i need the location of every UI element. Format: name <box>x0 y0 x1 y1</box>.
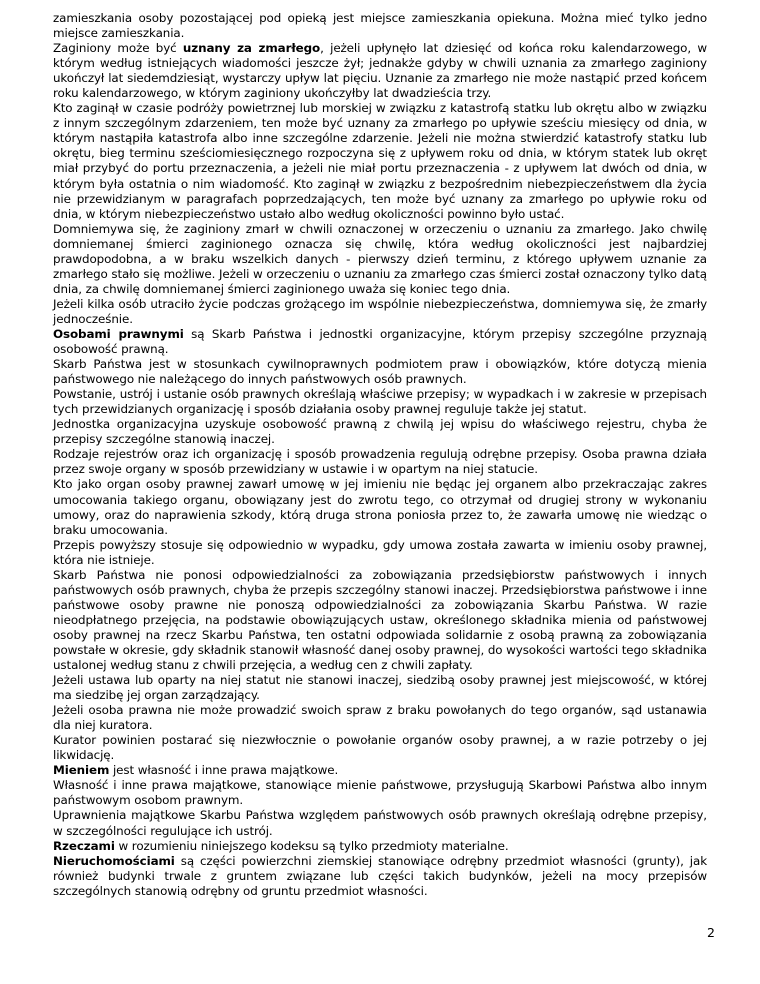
paragraph-legal-persons: Osobami prawnymi są Skarb Państwa i jednostki organizacyjne, którym przepisy szczególne przyznają osobowość prawną. <box>53 326 707 357</box>
term-real-estate: Nieruchomościami <box>53 853 175 868</box>
term-things: Rzeczami <box>53 838 115 853</box>
paragraph-curator: Jeżeli osoba prawna nie może prowadzić swoich spraw z braku powołanych do tego organów, sąd ustanawia dla niej kuratora. <box>53 703 707 733</box>
paragraph-treasury-liability: Skarb Państwa nie ponosi odpowiedzialności za zobowiązania przedsiębiorstw państwowych i innych państwowych osób prawnych, chyba że przepis szczególny stanowi inaczej. Przedsiębiorstwa państwowe i inne państwowe osoby prawne nie ponoszą odpowiedzialności za zobowiązania Skarbu Państwa. W razie nieodpłatnego przejęcia, na podstawie obowiązujących ustaw, określonego składnika mienia od państwowej osoby prawnej na rzecz Skarbu Państwa, ten ostatni odpowiada solidarnie z osobą prawną za zobowiązania powstałe w okresie, gdy składnik stanowił własność danej osoby prawnej, do wysokości wartości tego składnika ustalonej według stanu z chwili przejęcia, a według cen z chwili zapłaty. <box>53 567 707 673</box>
paragraph-registration: Jednostka organizacyjna uzyskuje osobowość prawną z chwilą jej wpisu do właściwego rejestru, chyba że przepisy szczególne stanowią inaczej. <box>53 417 707 447</box>
term-declared-dead: uznany za zmarłego <box>182 41 321 56</box>
paragraph-formation: Powstanie, ustrój i ustanie osób prawnych określają właściwe przepisy; w wypadkach i w zakresie w przepisach tych przewidzianych organizację i sposób działania osoby prawnej reguluje także jej statut. <box>53 387 707 417</box>
paragraph-seat: Jeżeli ustawa lub oparty na niej statut nie stanowi inaczej, siedzibą osoby prawnej jest miejscowość, w której ma siedzibę jej organ zarządzający. <box>53 673 707 703</box>
paragraph-registers: Rodzaje rejestrów oraz ich organizację i sposób prowadzenia regulują odrębne przepisy. Osoba prawna działa przez swoje organy w sposób przewidziany w ustawie i w opartym na niej statucie. <box>53 447 707 477</box>
paragraph-things: Rzeczami w rozumieniu niniejszego kodeksu są tylko przedmioty materialne. <box>53 838 509 853</box>
paragraph-property: Mieniem jest własność i inne prawa majątkowe. <box>53 763 339 778</box>
paragraph-state-property: Własność i inne prawa majątkowe, stanowiące mienie państwowe, przysługują Skarbowi Państwa albo innym państwowym osobom prawnym. <box>53 778 707 808</box>
paragraph-residence: zamieszkania osoby pozostającej pod opieką jest miejsce zamieszkania opiekuna. Można mieć tylko jedno miejsce zamieszkania. <box>53 11 707 41</box>
paragraph-simultaneous-death: Jeżeli kilka osób utraciło życie podczas grożącego im wspólnie niebezpieczeństwa, domniemywa się, że zmarły jednocześnie. <box>53 296 707 326</box>
paragraph-disaster-missing: Kto zaginął w czasie podróży powietrznej lub morskiej w związku z katastrofą statku lub okrętu albo w związku z innym szczególnym zdarzeniem, ten może być uznany za zmarłego po upływie sześciu miesięcy od dnia, w którym nastąpiła katastrofa albo inne szczególne zdarzenie. Jeżeli nie można stwierdzić katastrofy statku lub okrętu, bieg terminu sześciomiesięcznego rozpoczyna się z upływem roku od dnia, w którym statek lub okręt miał przybyć do portu przeznaczenia, a jeżeli nie miał portu przeznaczenia - z upływem lat dwóch od dnia, w którym była ostatnia o nim wiadomość. Kto zaginął w związku z bezpośrednim niebezpieczeństwem dla życia nie przewidzianym w paragrafach poprzedzających, ten może być uznany za zmarłego po upływie roku od dnia, w którym niebezpieczeństwo ustało albo według okoliczności powinno było ustać. <box>53 101 707 221</box>
paragraph-real-estate: Nieruchomościami są części powierzchni ziemskiej stanowiące odrębny przedmiot własności (grunty), jak również budynki trwale z gruntem związane lub części takich budynków, jeżeli na mocy przepisów szczególnych stanowią odrębny od gruntu przedmiot własności. <box>53 853 707 898</box>
paragraph-curator-duties: Kurator powinien postarać się niezwłocznie o powołanie organów osoby prawnej, a w razie potrzeby o jej likwidację. <box>53 733 707 763</box>
paragraph-presumed-death: Domniemywa się, że zaginiony zmarł w chwili oznaczonej w orzeczeniu o uznaniu za zmarłego. Jako chwilę domniemanej śmierci zaginionego oznacza się chwilę, która według okoliczności jest najbardziej prawdopodobna, a w braku wszelkich danych - pierwszy dzień terminu, z którego upływem uznanie za zmarłego stało się możliwe. Jeżeli w orzeczeniu o uznaniu za zmarłego czas śmierci został oznaczony tylko datą dnia, za chwilę domniemanej śmierci zaginionego uważa się koniec tego dnia. <box>53 221 707 296</box>
paragraph-nonexistent-entity: Przepis powyższy stosuje się odpowiednio w wypadku, gdy umowa została zawarta w imieniu osoby prawnej, która nie istnieje. <box>53 537 707 567</box>
paragraph-unauthorized-agent: Kto jako organ osoby prawnej zawarł umowę w jej imieniu nie będąc jej organem albo przekraczając zakres umocowania takiego organu, obowiązany jest do zwrotu tego, co otrzymał od drugiej strony w wykonaniu umowy, oraz do naprawienia szkody, którą druga strona poniosła przez to, że zawarła umowę nie wiedząc o braku umocowania. <box>53 477 707 537</box>
document-body <box>53 11 707 899</box>
paragraph-declared-dead: Zaginiony może być uznany za zmarłego, jeżeli upłynęło lat dziesięć od końca roku kalendarzowego, w którym według istniejących wiadomości jeszcze żył; jednakże gdyby w chwili uznania za zmarłego zaginiony ukończył lat siedemdziesiąt, wystarczy upływ lat pięciu. Uznanie za zmarłego nie może nastąpić przed końcem roku kalendarzowego, w którym zaginiony ukończyłby lat dwadzieścia trzy. <box>53 41 707 101</box>
paragraph-treasury-rights: Uprawnienia majątkowe Skarbu Państwa względem państwowych osób prawnych określają odrębne przepisy, w szczególności regulujące ich ustrój. <box>53 808 707 838</box>
term-legal-persons: Osobami prawnymi <box>53 326 184 341</box>
paragraph-state-treasury: Skarb Państwa jest w stosunkach cywilnoprawnych podmiotem praw i obowiązków, które dotyczą mienia państwowego nie należącego do innych państwowych osób prawnych. <box>53 357 707 387</box>
term-property: Mieniem <box>53 763 110 778</box>
page-number: 2 <box>707 925 715 940</box>
